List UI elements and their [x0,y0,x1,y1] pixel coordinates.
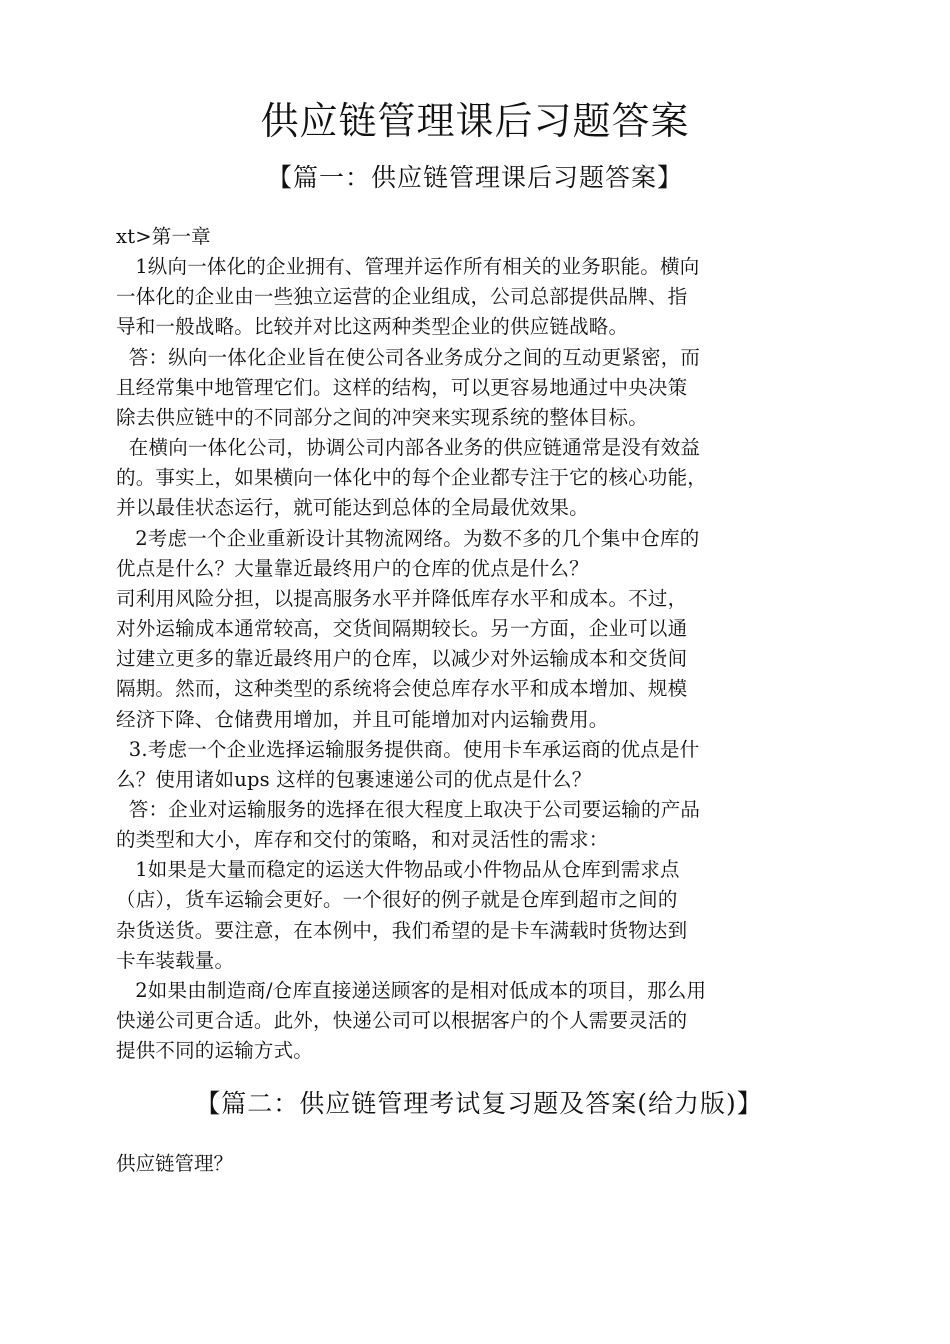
paragraph-line: 卡车装载量。 [116,948,235,972]
document-title: 供应链管理课后习题答案 [260,99,690,143]
section-heading-1: 【篇一：供应链管理课后习题答案】 [266,163,683,192]
paragraph-line: 司利用风险分担，以提高服务水平并降低库存水平和成本。不过， [116,586,688,610]
paragraph-line: 杂货送货。要注意，在本例中，我们希望的是卡车满载时货物达到 [116,918,688,942]
paragraph-line: 并以最佳状态运行，就可能达到总体的全局最优效果。 [116,496,589,520]
paragraph-line: 的。事实上，如果横向一体化中的每个企业都专注于它的核心功能， [116,466,708,490]
section-heading-2: 【篇二：供应链管理考试复习题及答案(给力版)】 [195,1089,763,1118]
paragraph-line: 提供不同的运输方式。 [116,1039,314,1063]
paragraph-line: xt>第一章 [116,225,211,248]
paragraph-line: 导和一般战略。比较并对比这两种类型企业的供应链战略。 [116,315,629,339]
paragraph-line: 且经常集中地管理它们。这样的结构，可以更容易地通过中央决策 [116,375,688,399]
paragraph-line: 在横向一体化公司，协调公司内部各业务的供应链通常是没有效益 [116,436,701,460]
body-text [116,222,856,1066]
paragraph-line: （店），货车运输会更好。一个很好的例子就是仓库到超市之间的 [116,888,678,912]
paragraph-line: 一体化的企业由一些独立运营的企业组成，公司总部提供品牌、指 [116,285,688,309]
paragraph-line: 2考虑一个企业重新设计其物流网络。为数不多的几个集中仓库的 [116,526,700,550]
paragraph-line: 过建立更多的靠近最终用户的仓库，以减少对外运输成本和交货间 [116,647,688,671]
paragraph-line: 答：企业对运输服务的选择在很大程度上取决于公司要运输的产品 [116,797,701,821]
paragraph-line: 快递公司更合适。此外，快递公司可以根据客户的个人需要灵活的 [116,1009,688,1033]
paragraph-line: 经济下降、仓储费用增加，并且可能增加对内运输费用。 [116,707,609,731]
paragraph-line: 答：纵向一体化企业旨在使公司各业务成分之间的互动更紧密，而 [116,345,701,369]
paragraph-line: 的类型和大小，库存和交付的策略，和对灵活性的需求： [116,828,609,852]
paragraph-line: 2如果由制造商/仓库直接递送顾客的是相对低成本的项目，那么用 [116,978,707,1002]
paragraph-line: 优点是什么？大量靠近最终用户的仓库的优点是什么？ [116,556,589,580]
paragraph-line: 对外运输成本通常较高，交货间隔期较长。另一方面，企业可以通 [116,617,688,641]
paragraph-line: 除去供应链中的不同部分之间的冲突来实现系统的整体目标。 [116,405,648,429]
section-2-first-line: 供应链管理？ [116,1152,234,1175]
paragraph-line: 1如果是大量而稳定的运送大件物品或小件物品从仓库到需求点 [116,858,680,882]
paragraph-line: 隔期。然而，这种类型的系统将会使总库存水平和成本增加、规模 [116,677,688,701]
paragraph-line: 3.考虑一个企业选择运输服务提供商。使用卡车承运商的优点是什 [116,737,700,761]
paragraph-line: 么？使用诸如ups 这样的包裹速递公司的优点是什么？ [116,767,592,791]
paragraph-line: 1纵向一体化的企业拥有、管理并运作所有相关的业务职能。横向 [116,255,700,279]
